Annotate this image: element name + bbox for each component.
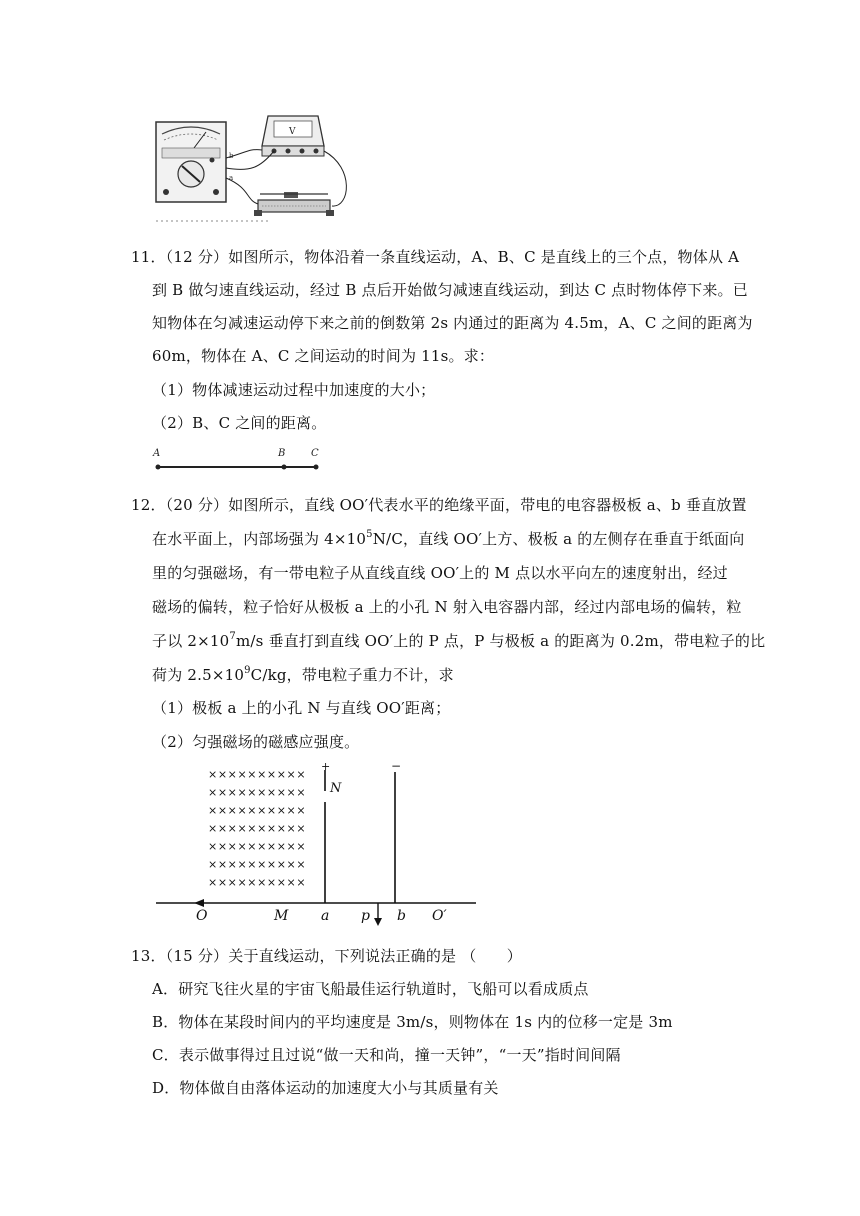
q11-line-3: 知物体在匀减速运动停下来之前的倒数第 2s 内通过的距离为 4.5m，A、C 之间的距离为 bbox=[152, 314, 753, 332]
q13-option-c: C．表示做事得过且过说“做一天和尚，撞一天钟”，“一天”指时间间隔 bbox=[152, 1046, 621, 1064]
q12-line-2-exp: 5 bbox=[366, 529, 373, 540]
point-b bbox=[282, 465, 287, 470]
q11-line-figure bbox=[150, 444, 340, 474]
q12-line-6-pre: 荷为 2.5×10 bbox=[152, 666, 245, 684]
label-a: a bbox=[321, 908, 330, 924]
q12-line-2-post: N/C，直线 OO′上方、极板 a 的左侧存在垂直于纸面向 bbox=[372, 530, 745, 548]
cross-row-7: ×××××××××× bbox=[208, 876, 307, 889]
label-o-prime: O′ bbox=[432, 908, 447, 924]
label-b: b bbox=[397, 908, 406, 924]
cross-row-2: ×××××××××× bbox=[208, 786, 307, 799]
q12-line-2-pre: 在水平面上，内部场强为 4×10 bbox=[152, 530, 367, 548]
q12-line-5 bbox=[152, 631, 765, 651]
q12-line-2 bbox=[152, 529, 744, 549]
cross-row-4: ×××××××××× bbox=[208, 822, 307, 835]
point-a bbox=[156, 465, 161, 470]
plus-sign: + bbox=[321, 760, 331, 773]
q12-line-5-exp: 7 bbox=[229, 631, 236, 642]
label-b: B bbox=[278, 448, 286, 459]
q13-option-d: D．物体做自由落体运动的加速度大小与其质量有关 bbox=[152, 1079, 499, 1097]
q12-line-3: 里的匀强磁场，有一带电粒子从直线直线 OO′上的 M 点以水平向左的速度射出，经过 bbox=[152, 564, 728, 582]
q12-sub-2: （2）匀强磁场的磁感应强度。 bbox=[152, 733, 360, 751]
cross-row-5: ×××××××××× bbox=[208, 840, 307, 853]
q12-line-4: 磁场的偏转，粒子恰好从极板 a 上的小孔 N 射入电容器内部，经过内部电场的偏转，粒 bbox=[152, 598, 742, 616]
label-p: p bbox=[361, 908, 370, 924]
svg-text:V: V bbox=[289, 127, 296, 137]
q11-line-1: 11．（12 分）如图所示，物体沿着一条直线运动，A、B、C 是直线上的三个点，物体从 A bbox=[131, 248, 740, 266]
hole-n-label: N bbox=[330, 781, 342, 796]
cross-row-6: ×××××××××× bbox=[208, 858, 307, 871]
minus-sign: − bbox=[391, 759, 402, 773]
point-c bbox=[314, 465, 319, 470]
q12-line-5-post: m/s 垂直打到直线 OO′上的 P 点，P 与极板 a 的距离为 0.2m，带电粒子的比 bbox=[235, 632, 766, 650]
q11-line-2: 到 B 做匀速直线运动，经过 B 点后开始做匀减速直线运动，到达 C 点时物体停下来。已 bbox=[152, 281, 748, 299]
svg-text:a: a bbox=[229, 174, 234, 182]
q12-line-5-pre: 子以 2×10 bbox=[152, 632, 230, 650]
label-c: C bbox=[311, 448, 319, 459]
cross-row-1: ×××××××××× bbox=[208, 768, 307, 781]
q11-sub-2: （2）B、C 之间的距离。 bbox=[152, 414, 327, 432]
q12-field-figure bbox=[150, 758, 490, 930]
circuit-figure bbox=[150, 108, 350, 226]
p-arrow-head bbox=[374, 918, 382, 926]
label-a: A bbox=[153, 448, 161, 459]
q12-line-6 bbox=[152, 665, 454, 685]
velocity-arrow-left bbox=[194, 899, 204, 907]
q13-option-b: B．物体在某段时间内的平均速度是 3m/s，则物体在 1s 内的位移一定是 3m bbox=[152, 1013, 673, 1031]
q12-line-6-post: C/kg，带电粒子重力不计，求 bbox=[250, 666, 454, 684]
q13-stem: 13．（15 分）关于直线运动，下列说法正确的是 （ ） bbox=[131, 947, 523, 965]
label-m: M bbox=[274, 908, 289, 924]
q11-line-4: 60m，物体在 A、C 之间运动的时间为 11s。求： bbox=[152, 347, 495, 365]
q12-line-1: 12．（20 分）如图所示，直线 OO′代表水平的绝缘平面，带电的电容器极板 a、b 垂直放置 bbox=[131, 496, 747, 514]
q12-line-6-exp: 9 bbox=[244, 665, 251, 676]
label-o: O bbox=[196, 908, 208, 924]
q12-sub-1: （1）极板 a 上的小孔 N 与直线 OO′距离； bbox=[152, 699, 451, 717]
q13-option-a: A．研究飞往火星的宇宙飞船最佳运行轨道时，飞船可以看成质点 bbox=[152, 980, 589, 998]
svg-text:b: b bbox=[229, 152, 234, 160]
cross-row-3: ×××××××××× bbox=[208, 804, 307, 817]
magnetic-field-crosses bbox=[208, 768, 306, 889]
q11-sub-1: （1）物体减速运动过程中加速度的大小； bbox=[152, 381, 436, 399]
